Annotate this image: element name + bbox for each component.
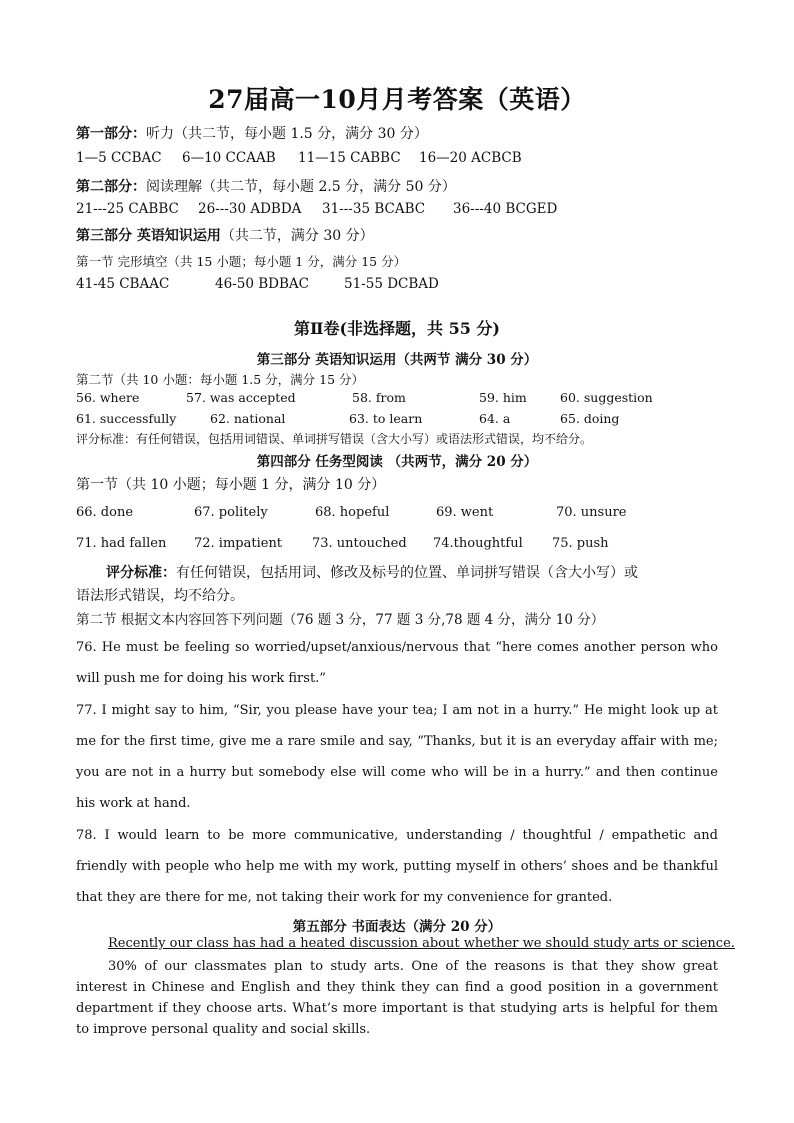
answer-group: 31---35 BCABC	[322, 201, 426, 217]
answer-group: 41-45 CBAAC	[76, 276, 170, 292]
answer-group: 6—10 CCAAB	[182, 150, 276, 166]
part4-criteria-line2: 语法形式错误，均不给分。	[76, 588, 244, 604]
answer-group: 21---25 CABBC	[76, 201, 179, 217]
answer-group: 46-50 BDBAC	[215, 276, 309, 292]
answer-item: 68. hopeful	[315, 505, 390, 520]
answer-item: 59. him	[479, 390, 527, 405]
part3b-section2-heading: 第二节（共 10 小题：每小题 1.5 分，满分 15 分）	[76, 372, 365, 387]
part1-heading-label: 第一部分：	[76, 126, 146, 142]
part4-section2-heading: 第二节 根据文本内容回答下列问题（76 题 3 分，77 题 3 分,78 题 4 分，满分 10 分）	[76, 612, 605, 628]
answer-78: 78. I would learn to be more communicative, understanding / thoughtful / empathetic and friendly with people who help me with my work, putting myself in others’ shoes and be thankful that they are there for me, not taking their work for my convenience for granted.	[76, 828, 718, 905]
answer-76: 76. He must be feeling so worried/upset/anxious/nervous that “here comes another person who will push me for doing his work first.”	[76, 640, 718, 686]
answer-item: 69. went	[436, 505, 494, 520]
part3b-criteria: 评分标准：有任何错误，包括用词错误、单词拼写错误（含大小写）或语法形式错误，均不给分。	[76, 432, 593, 446]
answer-group: 36---40 BCGED	[453, 201, 558, 217]
part3-heading	[76, 225, 374, 245]
part3-heading-label: 第三部分 英语知识运用	[76, 228, 221, 244]
answer-77: 77. I might say to him, “Sir, you please have your tea; I am not in a hurry.” He might look up at me for the first time, give me a rare smile and say, “Thanks, but it is an everyday affair with me; you are not in a hurry but somebody else will come who will be in a hurry.” and then continue his work at hand.	[76, 703, 718, 811]
part5-heading: 第五部分 书面表达（满分 20 分）	[292, 919, 502, 935]
part3-section1-heading: 第一节 完形填空（共 15 小题；每小题 1 分，满分 15 分）	[76, 254, 407, 269]
part3-heading-detail: （共二节，满分 30 分）	[220, 228, 374, 244]
answer-item: 70. unsure	[556, 505, 627, 520]
answer-item: 56. where	[76, 390, 140, 405]
part4-criteria-label: 评分标准：	[106, 565, 176, 581]
part1-heading	[76, 123, 428, 143]
answer-item: 71. had fallen	[76, 536, 167, 551]
answer-item: 63. to learn	[349, 411, 423, 426]
answer-group: 26---30 ADBDA	[198, 201, 302, 217]
part4-heading: 第四部分 任务型阅读 （共两节，满分 20 分）	[256, 454, 538, 470]
answer-item: 58. from	[352, 390, 406, 405]
answer-group: 1—5 CCBAC	[76, 150, 162, 166]
answer-item: 67. politely	[194, 505, 268, 520]
part2-heading	[76, 176, 456, 196]
part4-criteria-line1	[106, 562, 638, 582]
answer-item: 66. done	[76, 505, 134, 520]
part3b-answers-row2	[76, 411, 716, 429]
answer-item: 75. push	[552, 536, 609, 551]
page-title: 27届高一10月月考答案（英语）	[208, 85, 586, 114]
answer-item: 72. impatient	[194, 536, 283, 551]
answer-group: 11—15 CABBC	[298, 150, 401, 166]
answer-item: 64. a	[479, 411, 511, 426]
part3-answers	[76, 276, 716, 294]
part1-heading-detail: 听力（共二节，每小题 1.5 分，满分 30 分）	[146, 126, 428, 142]
part3b-answers-row1	[76, 390, 716, 408]
part4-answers-row2	[76, 536, 716, 554]
answer-group: 51-55 DCBAD	[344, 276, 439, 292]
part4-section1-heading: 第一节（共 10 小题；每小题 1 分，满分 10 分）	[76, 477, 386, 493]
answer-group: 16—20 ACBCB	[419, 150, 522, 166]
essay-first-line: Recently our class has had a heated discussion about whether we should study arts or science.	[108, 936, 735, 951]
answer-item: 73. untouched	[312, 536, 407, 551]
part4-criteria-text: 有任何错误，包括用词、修改及标号的位置、单词拼写错误（含大小写）或	[176, 565, 638, 581]
answer-item: 61. successfully	[76, 411, 177, 426]
part4-answers-row1	[76, 505, 716, 523]
part2-heading-label: 第二部分：	[76, 179, 146, 195]
answer-item: 65. doing	[560, 411, 620, 426]
essay-paragraph: 30% of our classmates plan to study arts. One of the reasons is that they show great interest in Chinese and English and they think they can find a good position in a government department if they choose arts. What’s more important is that studying arts is helpful for them to improve personal quality and social skills.	[76, 959, 718, 1037]
answer-item: 62. national	[210, 411, 286, 426]
part1-answers	[76, 150, 716, 168]
part3b-heading: 第三部分 英语知识运用（共两节 满分 30 分）	[256, 352, 538, 368]
part2-heading-detail: 阅读理解（共二节，每小题 2.5 分，满分 50 分）	[146, 179, 456, 195]
answer-item: 74.thoughtful	[433, 536, 523, 551]
volume2-title: 第Ⅱ卷(非选择题，共 55 分)	[293, 319, 501, 338]
part2-answers	[76, 201, 716, 219]
answer-item: 60. suggestion	[560, 390, 653, 405]
answer-item: 57. was accepted	[186, 390, 296, 405]
